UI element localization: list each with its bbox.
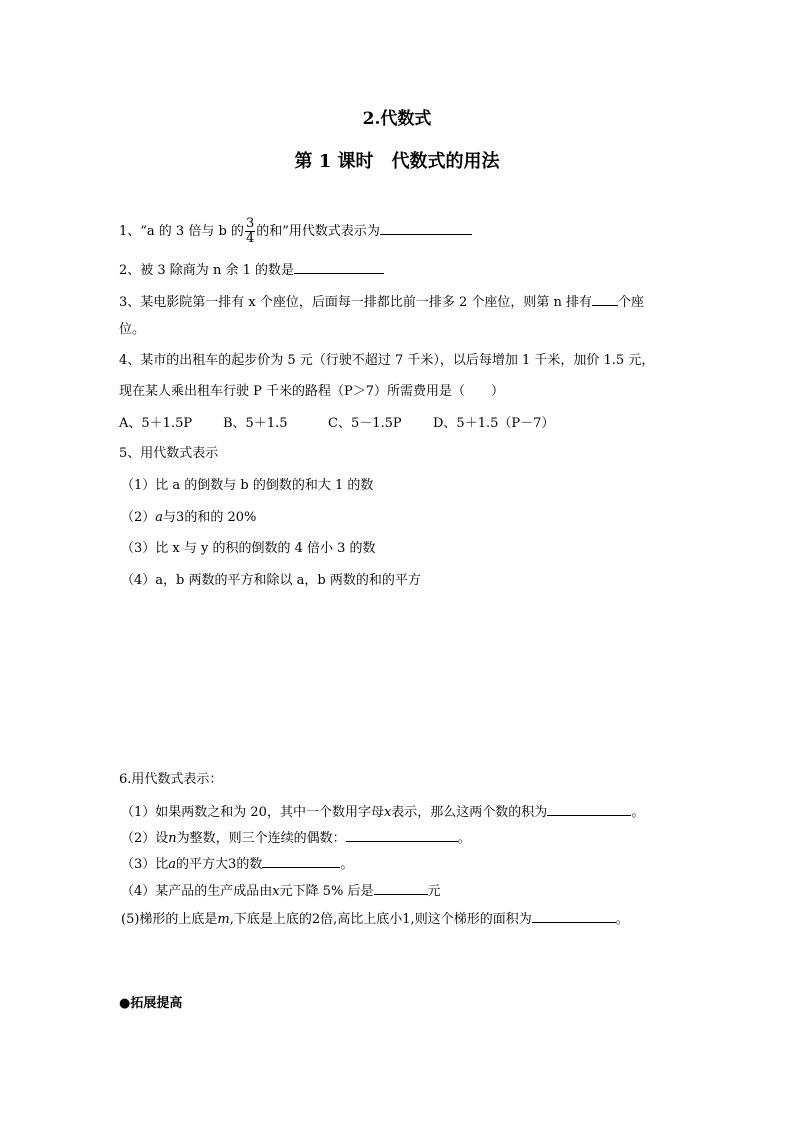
bullet-icon: ●	[119, 996, 131, 1011]
q6-item-4	[121, 880, 441, 901]
q5-item-1: （1）比 a 的倒数与 b 的倒数的和大 1 的数	[121, 478, 374, 493]
q6-item-1-after: 表示，那么这两个数的积为	[391, 805, 548, 820]
q5-item-2-variable: a	[155, 510, 164, 525]
q6-item-2-variable: n	[168, 831, 177, 846]
q6-item-3-before: （3）比	[121, 857, 169, 872]
q1-text-after: 的和”用代数式表示为	[256, 224, 380, 239]
q5-item-2-prefix: （2）	[121, 510, 156, 525]
question-3-line-1	[119, 291, 644, 312]
q3-text-before: 3、某电影院第一排有 x 个座位，后面每一排都比前一排多 2 个座位，则第 n 排有	[119, 295, 593, 310]
q3-text-after: 个座	[618, 295, 645, 310]
q1-answer-blank[interactable]	[380, 220, 472, 235]
q6-item-5-variable: m	[217, 912, 230, 927]
q2-answer-blank[interactable]	[294, 259, 384, 274]
lesson-subtitle: 第 1 课时 代数式的用法	[294, 151, 500, 172]
q3-answer-blank[interactable]	[592, 291, 618, 306]
page-title: 2.代数式	[362, 109, 432, 129]
q5-item-2-suffix: 与3的和的 20%	[163, 510, 257, 525]
question-1	[119, 217, 472, 246]
q6-item-2	[121, 827, 471, 848]
q5-item-2	[121, 509, 256, 527]
q6-item-3-variable: a	[168, 857, 177, 872]
q6-item-5	[121, 908, 629, 929]
q5-item-4: （4）a，b 两数的平方和除以 a，b 两数的和的平方	[121, 573, 421, 588]
q6-item-5-before: (5)梯形的上底是	[121, 912, 218, 927]
q6-item-4-before: （4）某产品的生产成品由	[121, 884, 273, 899]
q1-text-before: 1、“a 的 3 倍与 b 的	[119, 224, 244, 239]
q6-item-2-after: 为整数，则三个连续的偶数：	[176, 831, 346, 846]
extension-section-label: 拓展提高	[130, 996, 183, 1011]
q6-item-4-blank[interactable]	[374, 880, 428, 895]
question-4-line-2: 现在某人乘出租车行驶 P 千米的路程（P＞7）所需费用是（ ）	[119, 384, 505, 399]
q6-item-3-blank[interactable]	[262, 853, 340, 868]
question-4-options	[119, 415, 554, 433]
option-c[interactable]: C、5－1.5P	[328, 416, 402, 431]
q1-fraction	[245, 217, 255, 246]
question-4-line-1: 4、某市的出租车的起步价为 5 元（行驶不超过 7 千米），以后每增加 1 千米，加价 1.5 元，	[119, 353, 655, 368]
option-b[interactable]: B、5＋1.5	[223, 416, 288, 431]
q6-item-2-end: 。	[457, 831, 471, 846]
q6-item-3	[121, 853, 353, 874]
q6-item-1	[121, 801, 644, 822]
question-6-heading: 6.用代数式表示：	[119, 772, 223, 787]
q6-item-5-after: ,下底是上底的2倍,高比上底小1,则这个梯形的面积为	[229, 912, 532, 927]
q2-text: 2、被 3 除商为 n 余 1 的数是	[119, 263, 294, 278]
q5-item-3: （3）比 x 与 y 的积的倒数的 4 倍小 3 的数	[121, 541, 376, 556]
question-5-heading: 5、用代数式表示	[119, 446, 219, 461]
q6-item-3-end: 。	[340, 857, 354, 872]
q6-item-4-after: 元下降 5% 后是	[279, 884, 374, 899]
q6-item-3-after: 的平方大3的数	[176, 857, 263, 872]
q1-fraction-numerator: 3	[245, 216, 255, 231]
q6-item-2-before: （2）设	[121, 831, 169, 846]
question-2	[119, 259, 384, 280]
q6-item-5-end: 。	[615, 912, 629, 927]
q1-fraction-denominator: 4	[245, 231, 255, 246]
option-a[interactable]: A、5＋1.5P	[119, 416, 193, 431]
q6-item-1-variable: x	[383, 805, 392, 820]
q6-item-5-blank[interactable]	[532, 908, 616, 923]
q6-item-4-variable: x	[272, 884, 280, 899]
q6-item-1-end: 。	[631, 805, 645, 820]
q6-item-2-blank[interactable]	[346, 827, 458, 842]
option-d[interactable]: D、5＋1.5（P－7）	[433, 416, 555, 431]
q6-item-1-blank[interactable]	[547, 801, 631, 816]
question-3-line-2: 位。	[119, 322, 146, 337]
q6-item-1-before: （1）如果两数之和为 20，其中一个数用字母	[121, 805, 384, 820]
q6-item-4-end: 元	[427, 884, 441, 899]
extension-section-header	[119, 995, 182, 1013]
